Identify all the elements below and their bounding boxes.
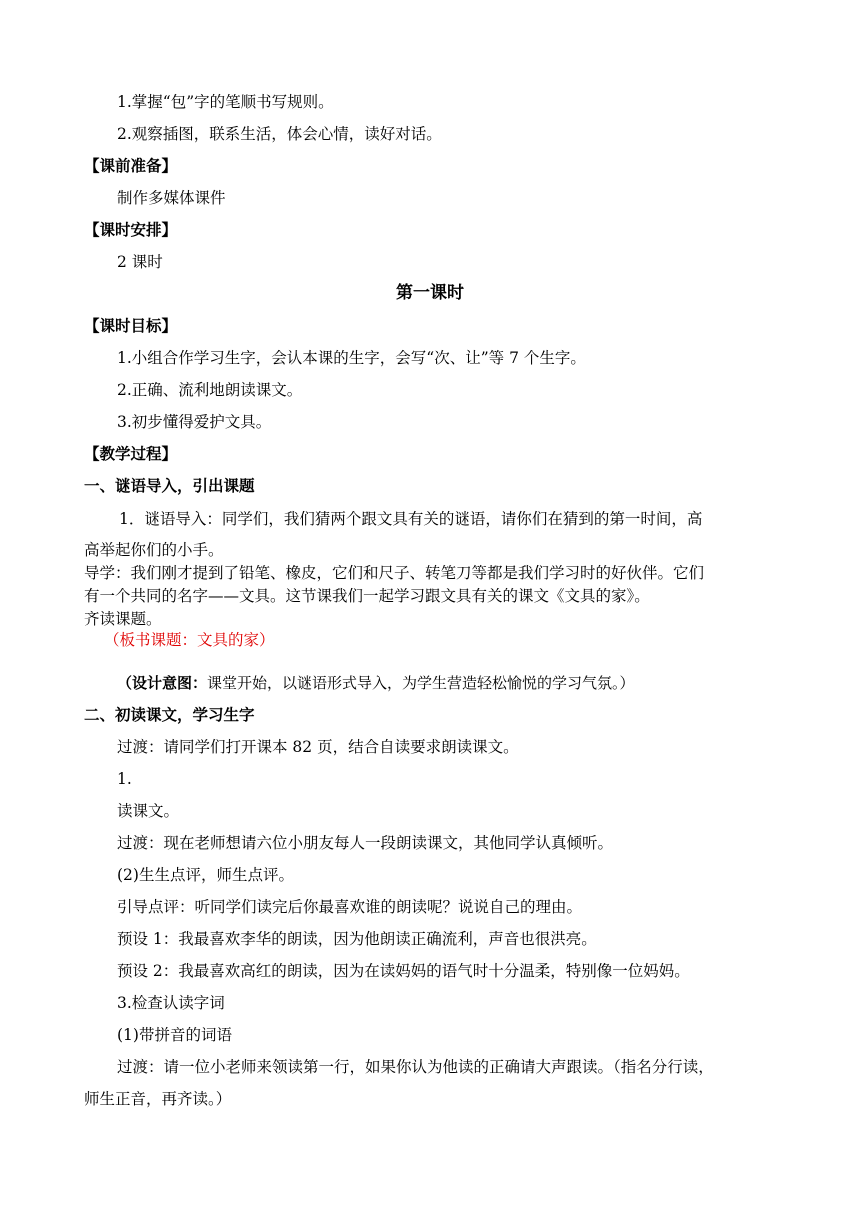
schedule-heading: 【课时安排】: [84, 221, 178, 239]
design-intent: [117, 673, 635, 693]
part2-line: 引导点评：听同学们读完后你最喜欢谁的朗读呢？说说自己的理由。: [117, 898, 583, 916]
part2-line: 过渡：请同学们打开课本 82 页，结合自读要求朗读课文。: [117, 738, 519, 756]
part1-riddle-line1: 1．谜语导入：同学们，我们猜两个跟文具有关的谜语，请你们在猜到的第一时间，高: [119, 510, 703, 528]
board-note: （板书课题：文具的家）: [104, 631, 275, 649]
part2-line: (2)生生点评，师生点评。: [117, 866, 294, 884]
prep-heading: 【课前准备】: [84, 157, 178, 175]
design-intent-text: 课堂开始，以谜语形式导入，为学生营造轻松愉悦的学习气氛。）: [207, 674, 635, 692]
goal-1: 1.掌握“包”字的笔顺书写规则。: [117, 93, 334, 111]
part2-heading: 二、初读课文，学习生字: [84, 706, 255, 724]
prep-text: 制作多媒体课件: [117, 189, 226, 207]
part2-line: 读课文。: [117, 802, 180, 820]
goal-2: 2.观察插图，联系生活，体会心情，读好对话。: [117, 125, 442, 143]
part2-line: 预设 1：我最喜欢李华的朗读，因为他朗读正确流利，声音也很洪亮。: [117, 930, 597, 948]
part2-line: 3.检查认读字词: [117, 994, 225, 1012]
part1-riddle-line2: 高举起你们的小手。: [84, 541, 224, 559]
part2-line: 过渡：现在老师想请六位小朋友每人一段朗读课文，其他同学认真倾听。: [117, 834, 614, 852]
lesson-goals-heading: 【课时目标】: [84, 317, 178, 335]
process-heading: 【教学过程】: [84, 445, 178, 463]
part1-guide-line1: 导学：我们刚才提到了铅笔、橡皮，它们和尺子、转笔刀等都是我们学习时的好伙伴。它们: [84, 564, 705, 582]
part1-read-title: 齐读课题。: [84, 610, 162, 628]
part2-line: 1.: [117, 770, 132, 788]
part2-last-line2: 师生正音，再齐读。）: [84, 1090, 232, 1108]
schedule-text: 2 课时: [117, 253, 163, 271]
lesson-title: 第一课时: [396, 283, 464, 303]
part1-heading: 一、谜语导入，引出课题: [84, 477, 255, 495]
lesson-goal-1: 1.小组合作学习生字，会认本课的生字，会写“次、让”等 7 个生字。: [117, 349, 586, 367]
part1-guide-line2: 有一个共同的名字——文具。这节课我们一起学习跟文具有关的课文《文具的家》。: [84, 587, 650, 605]
part2-line: (1)带拼音的词语: [117, 1026, 232, 1044]
design-intent-label: （设计意图：: [117, 674, 208, 692]
part2-last-line1: 过渡：请一位小老师来领读第一行，如果你认为他读的正确请大声跟读。（指名分行读，: [117, 1058, 714, 1076]
lesson-goal-2: 2.正确、流利地朗读课文。: [117, 381, 303, 399]
lesson-goal-3: 3.初步懂得爱护文具。: [117, 413, 272, 431]
part2-line: 预设 2：我最喜欢高红的朗读，因为在读妈妈的语气时十分温柔，特别像一位妈妈。: [117, 962, 690, 980]
